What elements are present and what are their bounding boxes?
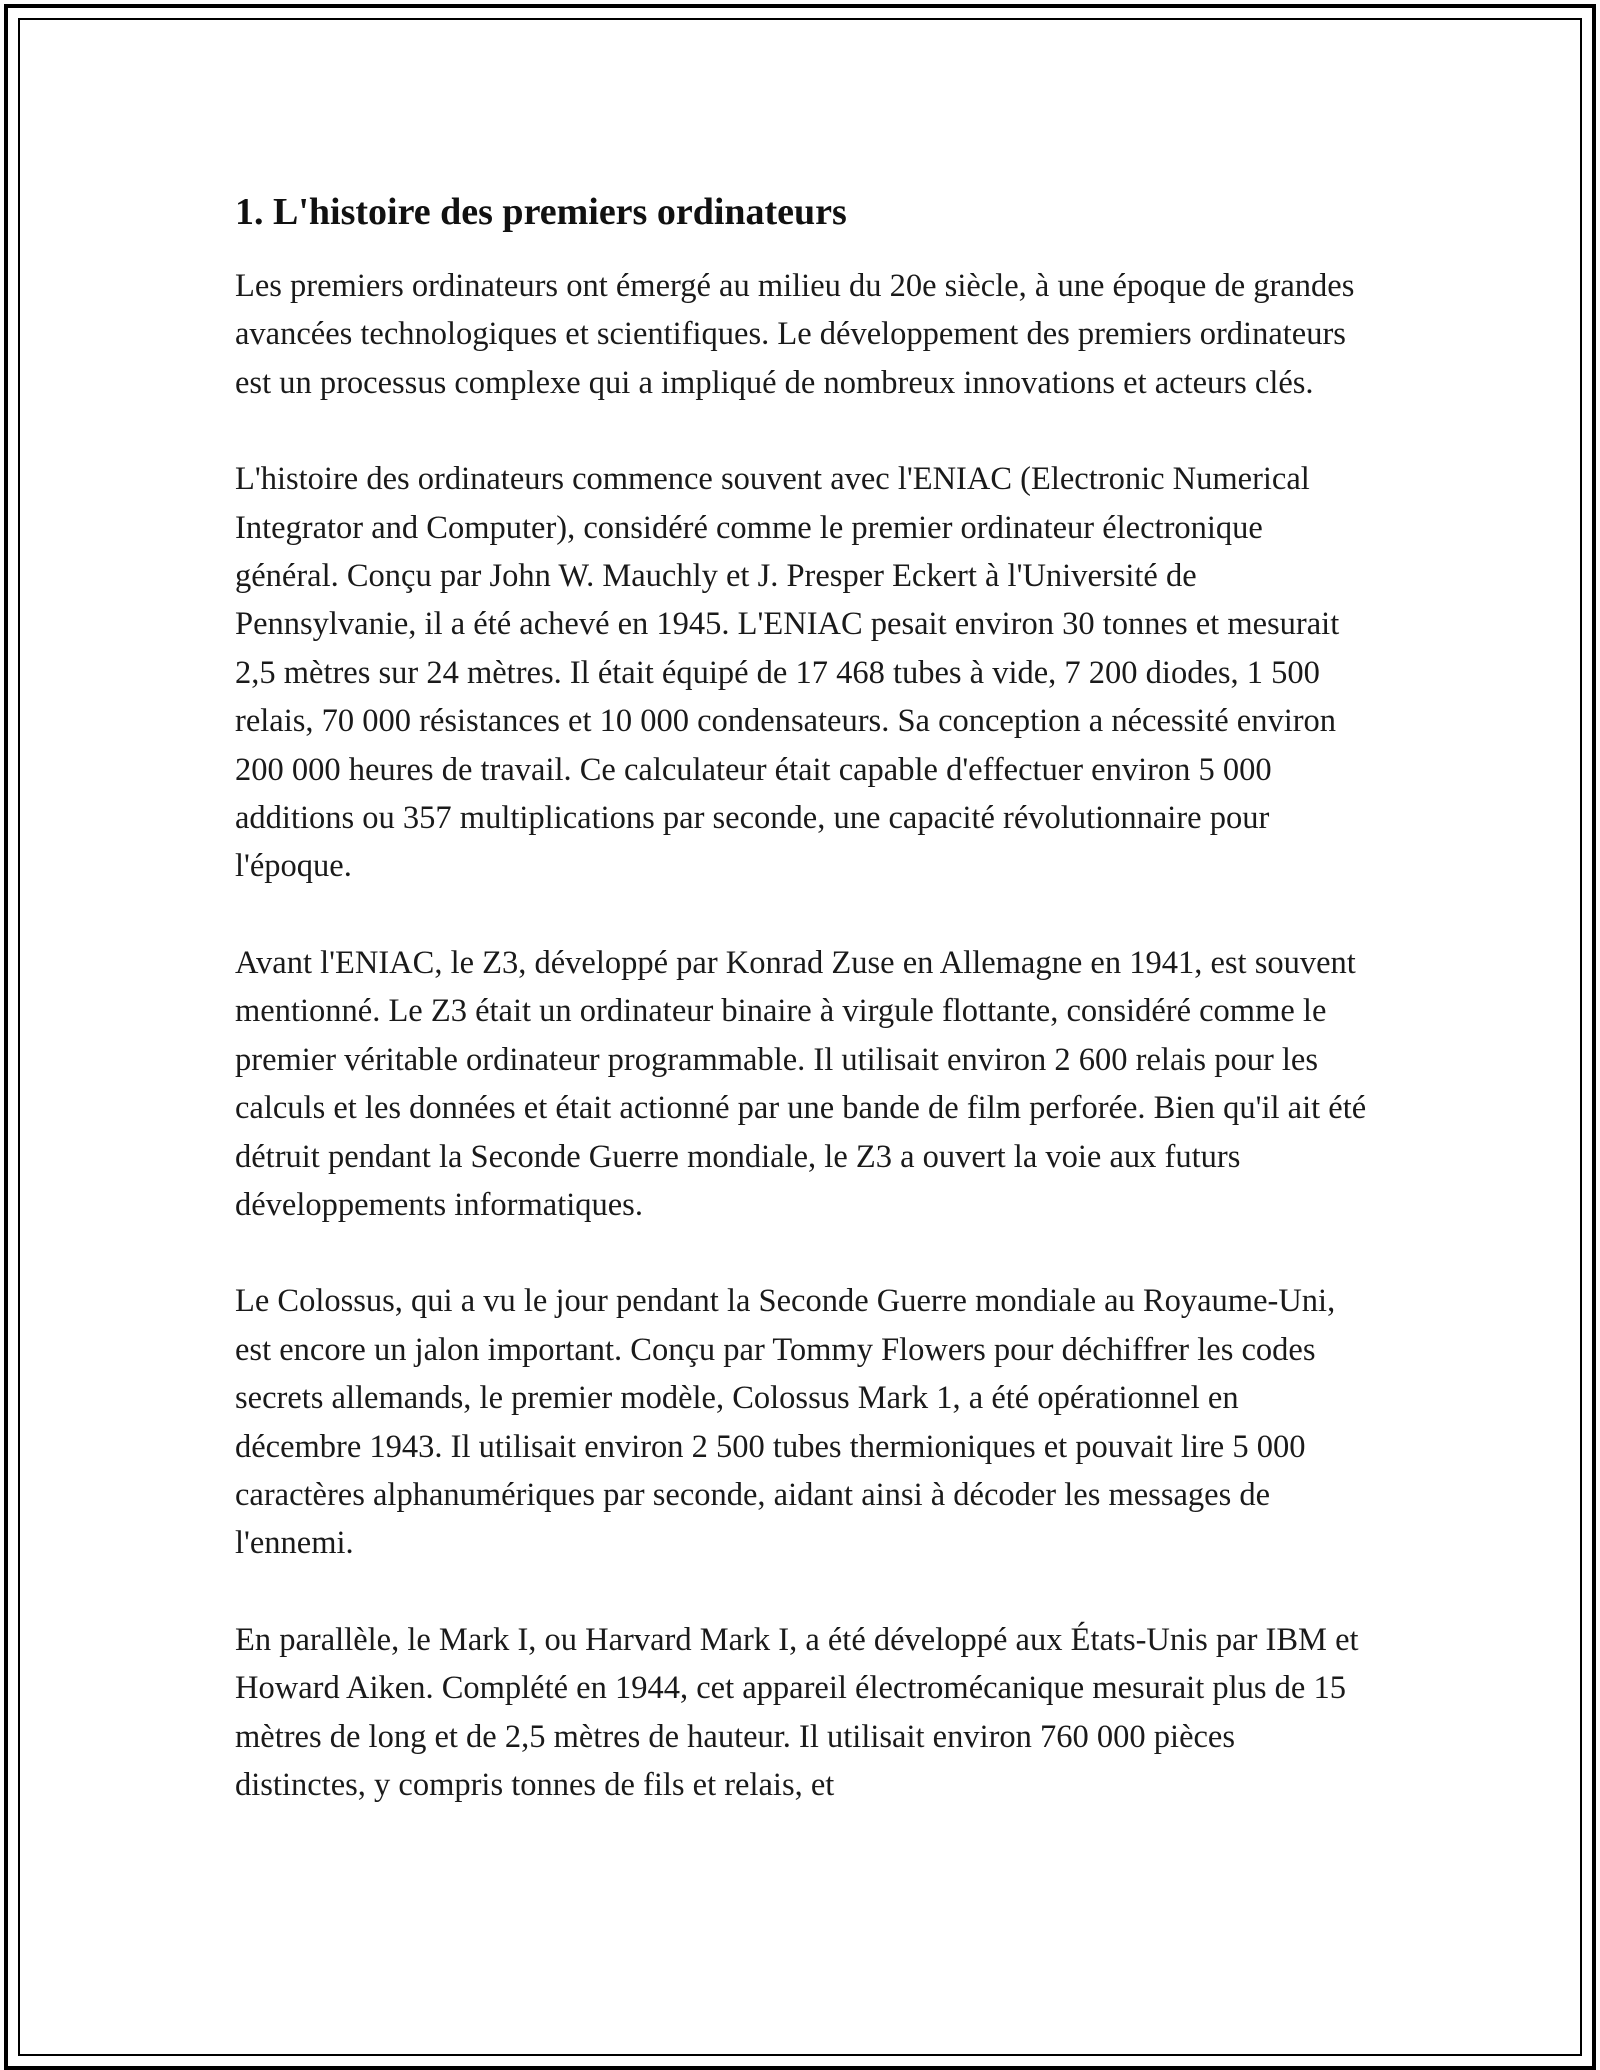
document-body — [235, 186, 1370, 1857]
section-heading: 1. L'histoire des premiers ordinateurs — [235, 191, 847, 233]
paragraph-eniac: L'histoire des ordinateurs commence souvent avec l'ENIAC (Electronic Numerical Integrator and Computer), considéré comme le premier ordinateur électronique général. Conçu par John W. Mauchly et J. Presper Eckert à l'Université de Pennsylvanie, il a été achevé en 1945. L'ENIAC pesait environ 30 tonnes et mesurait 2,5 mètres sur 24 mètres. Il était équipé de 17 468 tubes à vide, 7 200 diodes, 1 500 relais, 70 000 résistances et 10 000 condensateurs. Sa conception a nécessité environ 200 000 heures de travail. Ce calculateur était capable d'effectuer environ 5 000 additions ou 357 multiplications par seconde, une capacité révolutionnaire pour l'époque. — [235, 461, 1340, 885]
paragraph-intro: Les premiers ordinateurs ont émergé au milieu du 20e siècle, à une époque de grandes avancées technologiques et scientifiques. Le développement des premiers ordinateurs est un processus complexe qui a impliqué de nombreux innovations et acteurs clés. — [235, 268, 1355, 401]
paragraph-harvard-mark-i: En parallèle, le Mark I, ou Harvard Mark I, a été développé aux États-Unis par IBM et Howard Aiken. Complété en 1944, cet appareil électromécanique mesurait plus de 15 mètres de long et de 2,5 mètres de hauteur. Il utilisait environ 760 000 pièces distinctes, y compris tonnes de fils et relais, et — [235, 1621, 1359, 1803]
paragraph-colossus: Le Colossus, qui a vu le jour pendant la Seconde Guerre mondiale au Royaume-Uni, est encore un jalon important. Conçu par Tommy Flowers pour déchiffrer les codes secrets allemands, le premier modèle, Colossus Mark 1, a été opérationnel en décembre 1943. Il utilisait environ 2 500 tubes thermioniques et pouvait lire 5 000 caractères alphanumériques par seconde, aidant ainsi à décoder les messages de l'ennemi. — [235, 1283, 1336, 1562]
paragraph-z3: Avant l'ENIAC, le Z3, développé par Konrad Zuse en Allemagne en 1941, est souvent mentionné. Le Z3 était un ordinateur binaire à virgule flottante, considéré comme le premier véritable ordinateur programmable. Il utilisait environ 2 600 relais pour les calculs et les données et était actionné par une bande de film perforée. Bien qu'il ait été détruit pendant la Seconde Guerre mondiale, le Z3 a ouvert la voie aux futurs développements informatiques. — [235, 944, 1367, 1223]
